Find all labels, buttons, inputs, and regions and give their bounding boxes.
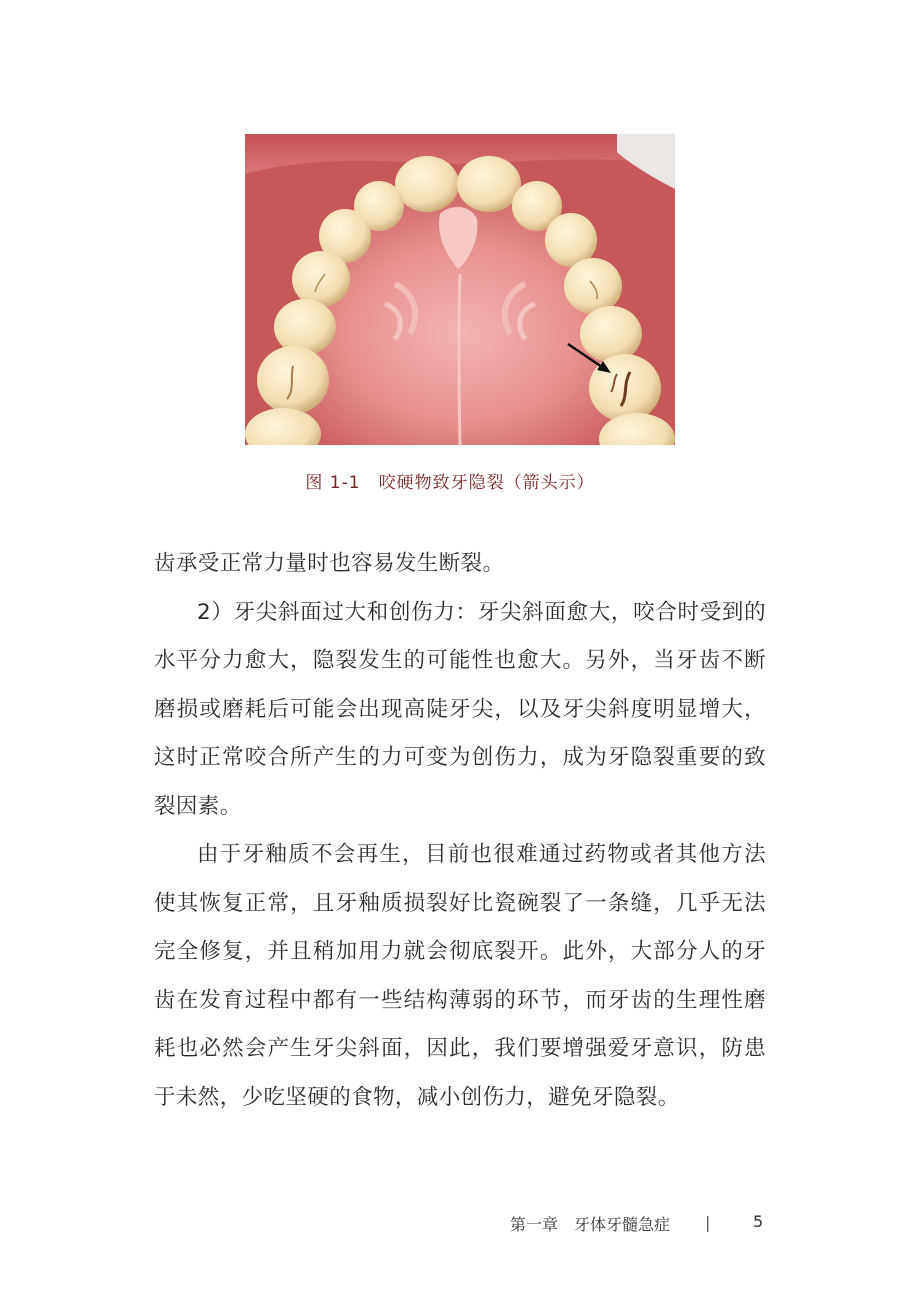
chapter-title: 第一章 牙体牙髓急症 (510, 1215, 671, 1234)
paragraph-bevel-trauma: 2）牙尖斜面过大和创伤力：牙尖斜面愈大，咬合时受到的水平分力愈大，隐裂发生的可能性也愈大。另外，当牙齿不断磨损或磨耗后可能会出现高陡牙尖，以及牙尖斜度明显增大，这时正常咬合所产生的力可变为创伤力，成为牙隐裂重要的致裂因素。 (154, 599, 766, 819)
paragraph-continuation: 齿承受正常力量时也容易发生断裂。 (154, 551, 505, 576)
body-text (154, 540, 766, 1122)
page-number: 5 (753, 1212, 764, 1231)
figure-caption: 图 1-1 咬硬物致牙隐裂（箭头示） (305, 473, 595, 493)
dental-photo (245, 134, 675, 445)
footer-separator: | (705, 1213, 711, 1232)
paragraph-prevention: 由于牙釉质不会再生，目前也很难通过药物或者其他方法使其恢复正常，且牙釉质损裂好比瓷碗裂了一条缝，几乎无法完全修复，并且稍加用力就会彻底裂开。此外，大部分人的牙齿在发育过程中都有一些结构薄弱的环节，而牙齿的生理性磨耗也必然会产生牙尖斜面，因此，我们要增强爱牙意识，防患于未然，少吃坚硬的食物，减小创伤力，避免牙隐裂。 (154, 842, 766, 1110)
